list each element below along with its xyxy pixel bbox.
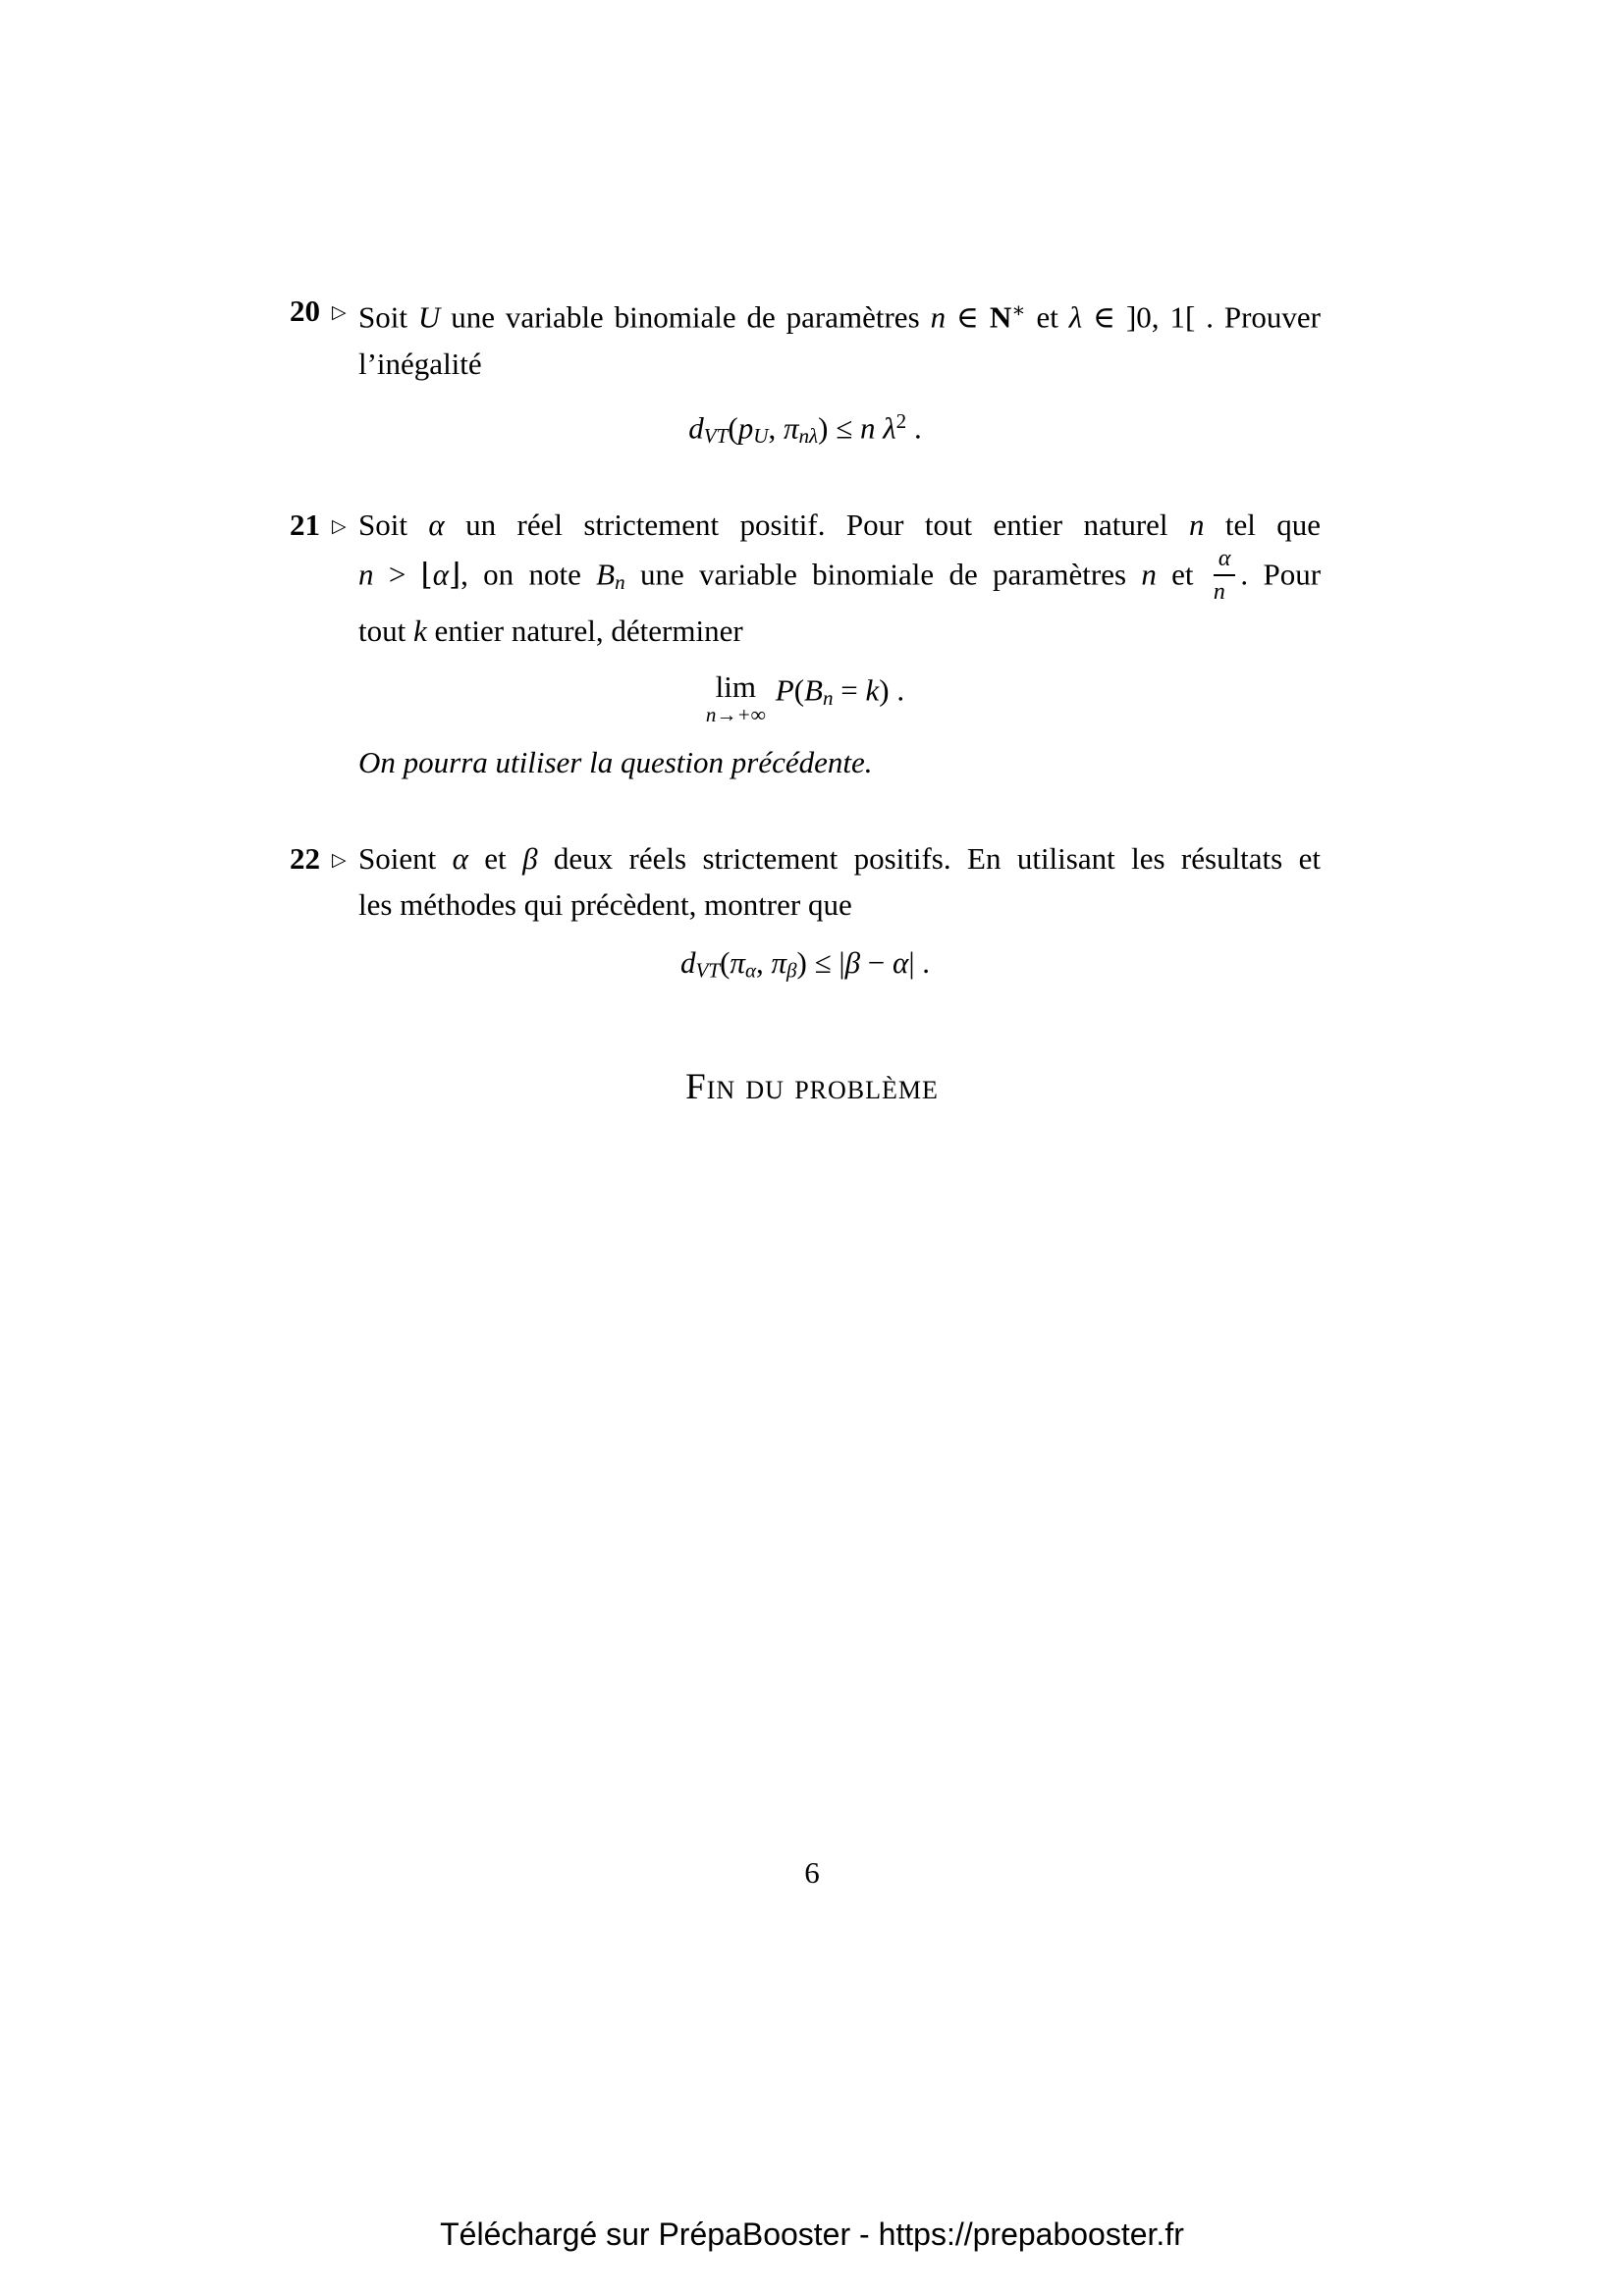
question-22-label xyxy=(290,835,347,886)
triangle-bullet-icon: ▷ xyxy=(332,850,347,871)
question-number: 21 xyxy=(290,507,320,542)
question-text-line: les méthodes qui précèdent, montrer que xyxy=(358,887,852,922)
question-21-label xyxy=(290,502,347,553)
page-footer xyxy=(0,2216,1624,2253)
question-text-line: Soit α un réel strictement positif. Pour tout entier naturel n tel que xyxy=(358,507,1321,542)
math-formula: dVT(πα, πβ) ≤ |β − α| . xyxy=(679,945,931,983)
question-text-line: tout k entier naturel, déterminer xyxy=(358,613,743,648)
question-text-line: Soient α et β deux réels strictement positifs. En utilisant les résultats et xyxy=(358,841,1321,876)
question-text-line: n > ⌊α⌋, on note Bn une variable binomiale de paramètres n et $\frac{\alpha}{n}$ . Pour xyxy=(358,546,1322,606)
end-of-problem-heading: Fin du problème xyxy=(685,1067,939,1107)
triangle-bullet-icon: ▷ xyxy=(332,516,347,537)
footer-text: Téléchargé sur PrépaBooster - xyxy=(440,2216,879,2252)
math-formula: dVT(pU, πnλ) ≤ n $\lambda^2$ . xyxy=(688,408,922,448)
math-formula: lim n→+∞ P(Bn = k) . xyxy=(705,668,905,727)
question-21 xyxy=(290,502,1321,785)
question-number: 22 xyxy=(290,841,320,876)
triangle-bullet-icon: ▷ xyxy=(332,302,347,323)
footer-url-link[interactable]: https://prepabooster.fr xyxy=(878,2216,1184,2252)
question-text-line: Soit U une variable binomiale de paramètres n ∈ N∗ et λ ∈ ]0, 1[ . Prouver xyxy=(358,298,1322,335)
page-number: 6 xyxy=(804,1855,820,1890)
question-hint-note: On pourra utiliser la question précédente. xyxy=(358,744,873,779)
question-text-line: l’inégalité xyxy=(358,346,482,381)
question-22 xyxy=(290,835,1321,994)
question-20 xyxy=(290,288,1321,459)
question-20-label xyxy=(290,288,347,339)
question-number: 20 xyxy=(290,294,320,328)
